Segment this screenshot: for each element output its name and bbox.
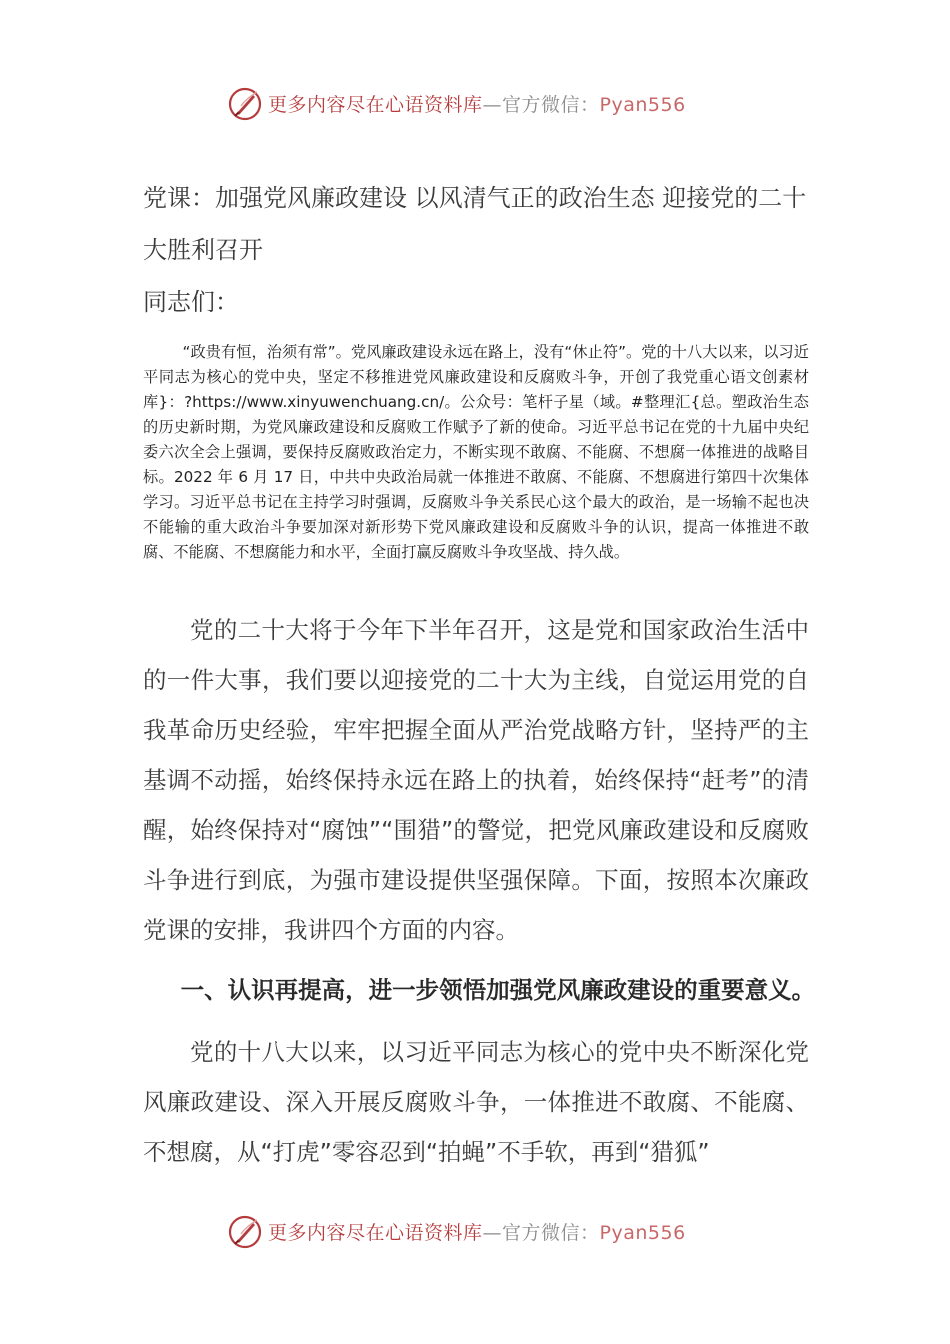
banner-site-name: 更多内容尽在心语资料库 (268, 1222, 483, 1244)
header-banner (0, 84, 950, 124)
banner-wechat-label: —官方微信： (482, 1222, 600, 1244)
section-heading-1: 一、认识再提高，进一步领悟加强党风廉政建设的重要意义。 (180, 976, 816, 1004)
greeting: 同志们： (143, 288, 239, 316)
quill-pen-logo-icon (227, 1214, 263, 1250)
body-paragraph-2: 党的十八大以来，以习近平同志为核心的党中央不断深化党风廉政建设、深入开展反腐败斗争，一体推进不敢腐、不能腐、不想腐，从“打虎”零容忍到“拍蝇”不手软，再到“猎狐” (143, 1038, 809, 1166)
body-paragraph-1: 党的二十大将于今年下半年召开，这是党和国家政治生活中的一件大事，我们要以迎接党的二十大为主线，自觉运用党的自我革命历史经验，牢牢把握全面从严治党战略方针，坚持严的主基调不动摇，始终保持永远在路上的执着，始终保持“赶考”的清醒，始终保持对“腐蚀”“围猎”的警觉，把党风廉政建设和反腐败斗争进行到底，为强市建设提供坚强保障。下面，按照本次廉政党课的安排，我讲四个方面的内容。 (143, 616, 809, 944)
banner-wechat-id: Pyan556 (599, 1222, 686, 1244)
banner-wechat-id: Pyan556 (599, 94, 686, 116)
banner-text (268, 90, 686, 117)
intro-paragraph: “政贵有恒，治须有常”。党风廉政建设永远在路上，没有“休止符”。党的十八大以来，以习近平同志为核心的党中央，坚定不移推进党风廉政建设和反腐败斗争，开创了我党重心语文创素材库}：?https://www.xinyuwenchuang.cn/。公众号：笔杆子星（域。#整理汇{总。塑政治生态的历史新时期，为党风廉政建设和反腐败工作赋予了新的使命。习近平总书记在党的十九届中央纪委六次全会上强调，要保持反腐败政治定力，不断实现不敢腐、不能腐、不想腐一体推进的战略目标。2022 年 6 月 17 日，中共中央政治局就一体推进不敢腐、不能腐、不想腐进行第四十次集体学习。习近平总书记在主持学习时强调，反腐败斗争关系民心这个最大的政治，是一场输不起也决不能输的重大政治斗争要加深对新形势下党风廉政建设和反腐败斗争的认识，提高一体推进不敢腐、不能腐、不想腐能力和水平，全面打赢反腐败斗争攻坚战、持久战。 (143, 343, 809, 561)
banner-site-name: 更多内容尽在心语资料库 (268, 94, 483, 116)
quill-pen-logo-icon (227, 86, 263, 122)
footer-banner (0, 1212, 950, 1252)
banner-text (268, 1218, 686, 1245)
banner-wechat-label: —官方微信： (482, 94, 600, 116)
document-title: 党课：加强党风廉政建设 以风清气正的政治生态 迎接党的二十大胜利召开 (143, 184, 807, 264)
